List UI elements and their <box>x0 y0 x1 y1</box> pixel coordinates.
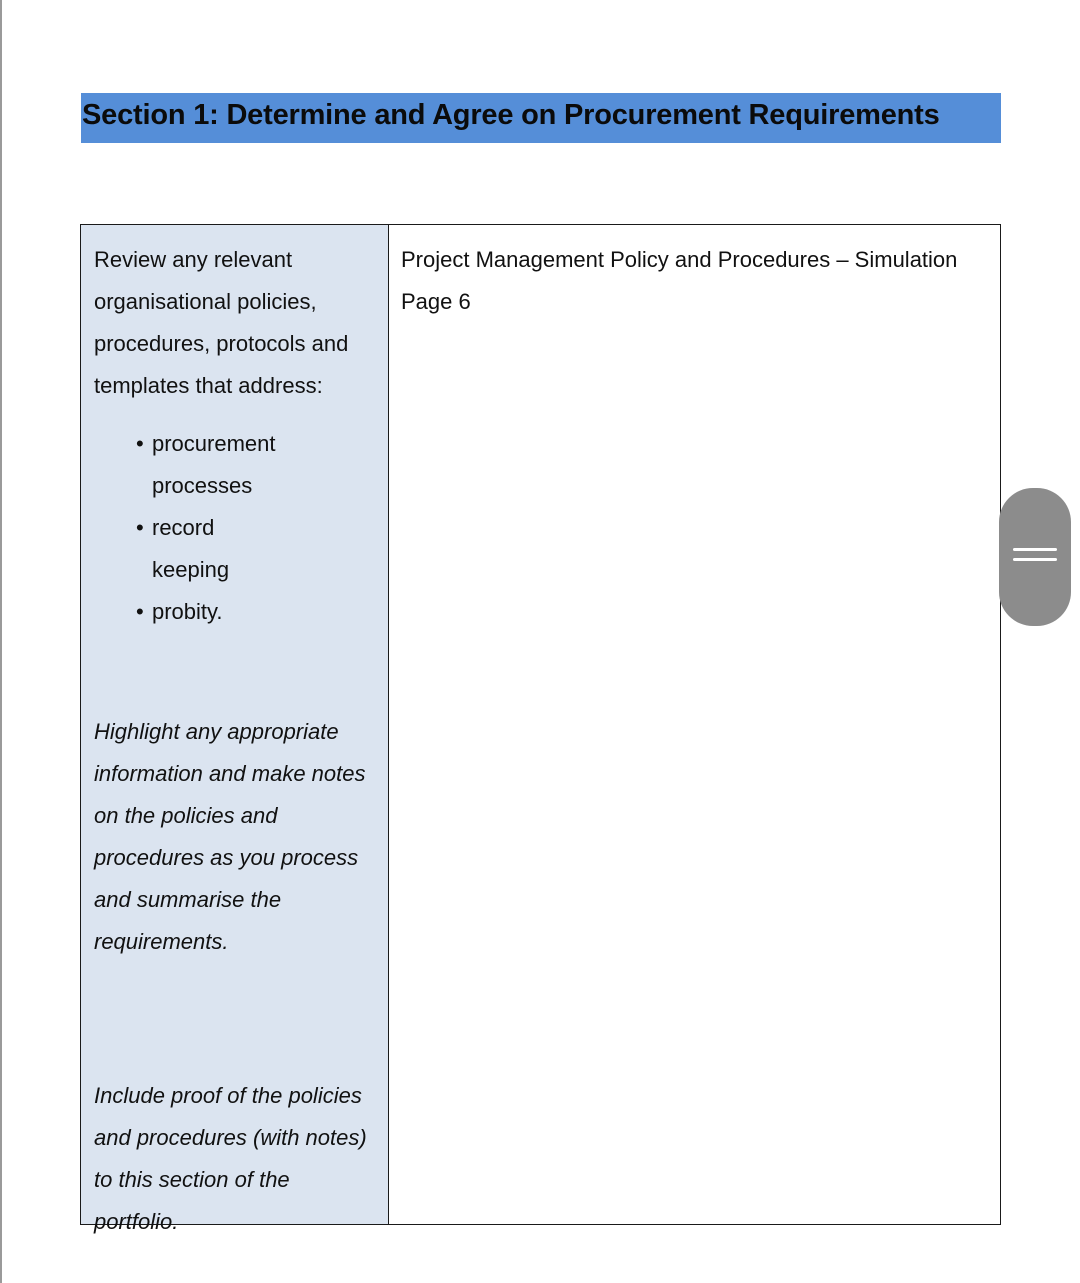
list-item-text: record keeping <box>152 515 230 582</box>
list-item <box>94 591 378 633</box>
scroll-handle[interactable] <box>999 488 1071 626</box>
instructions-cell <box>81 225 389 1234</box>
highlight-note: Highlight any appropriate information and make notes on the policies and procedures as you process and summarise the requirements. <box>94 719 366 954</box>
bullet-icon: • <box>136 515 144 540</box>
drag-handle-icon <box>1013 548 1057 551</box>
list-item-text: procurement processes <box>152 431 276 498</box>
section-heading: Section 1: Determine and Agree on Procurement Requirements <box>81 93 1001 143</box>
proof-note: Include proof of the policies and procedures (with notes) to this section of the portfolio. <box>94 1083 367 1234</box>
response-cell[interactable] <box>389 225 1000 1224</box>
list-item <box>94 423 378 507</box>
topic-list <box>94 423 378 633</box>
policy-reference: Project Management Policy and Procedures – Simulation <box>401 247 958 272</box>
instructions-intro: Review any relevant organisational policies, procedures, protocols and templates that address: <box>94 247 349 398</box>
bullet-icon: • <box>136 599 144 624</box>
page-left-edge <box>0 0 2 1283</box>
list-item <box>94 507 378 591</box>
requirements-table <box>80 224 1001 1234</box>
bullet-icon: • <box>136 431 144 456</box>
drag-handle-icon <box>1013 558 1057 561</box>
list-item-text: probity. <box>152 599 223 624</box>
page-reference: Page 6 <box>401 289 471 314</box>
